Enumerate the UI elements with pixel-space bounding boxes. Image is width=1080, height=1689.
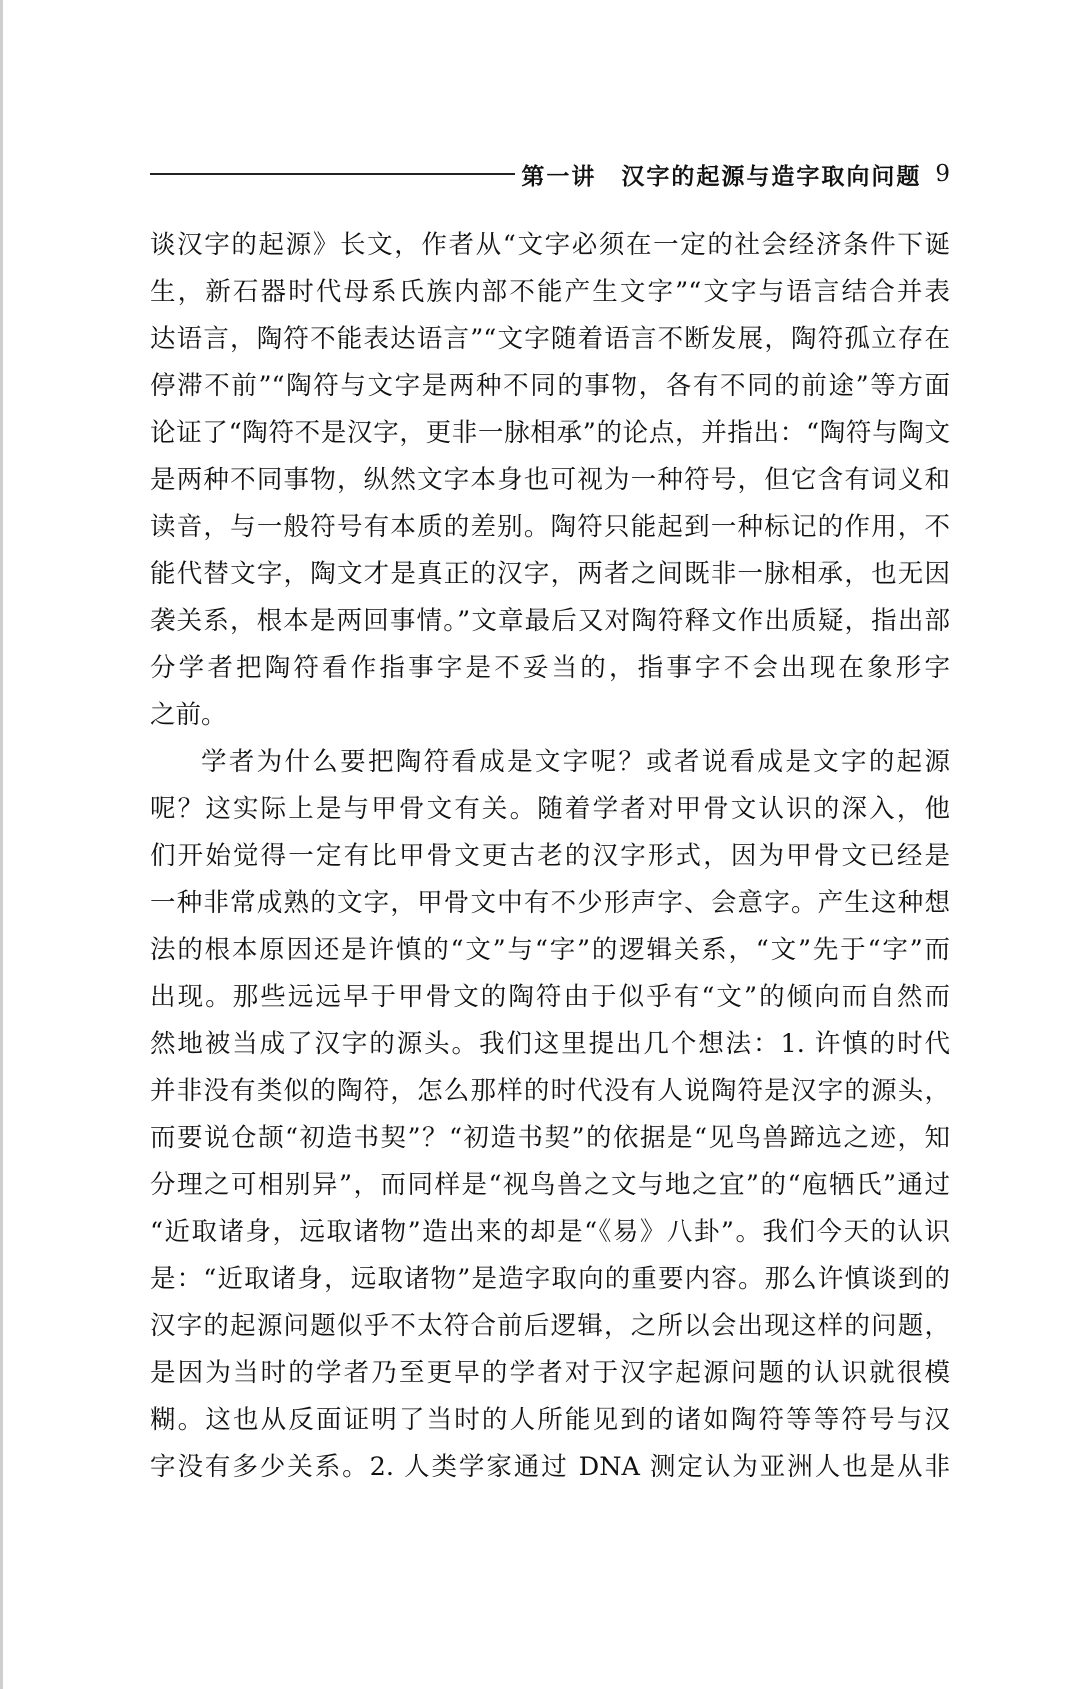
- body-text: [150, 222, 950, 1491]
- text-line: 学者为什么要把陶符看成是文字呢？或者说看成是文字的起源: [201, 747, 950, 777]
- text-line: 字没有多少关系。2. 人类学家通过 DNA 测定认为亚洲人也是从非: [150, 1452, 950, 1482]
- text-line: 并非没有类似的陶符，怎么那样的时代没有人说陶符是汉字的源头，: [150, 1076, 950, 1106]
- text-line: 生，新石器时代母系氏族内部不能产生文字”“文字与语言结合并表: [150, 277, 950, 307]
- text-line: 是：“近取诸身，远取诸物”是造字取向的重要内容。那么许慎谈到的: [150, 1264, 950, 1294]
- text-line: 法的根本原因还是许慎的“文”与“字”的逻辑关系，“文”先于“字”而: [150, 935, 950, 965]
- text-line: 谈汉字的起源》长文，作者从“文字必须在一定的社会经济条件下诞: [150, 230, 950, 260]
- paragraph: [150, 222, 950, 739]
- text-line: 汉字的起源问题似乎不太符合前后逻辑，之所以会出现这样的问题，: [150, 1311, 950, 1341]
- text-line: 而要说仓颉“初造书契”？“初造书契”的依据是“见鸟兽蹄迒之迹，知: [150, 1123, 950, 1153]
- text-line: 之前。: [150, 700, 227, 730]
- text-line: 是两种不同事物，纵然文字本身也可视为一种符号，但它含有词义和: [150, 465, 950, 495]
- text-line: 论证了“陶符不是汉字，更非一脉相承”的论点，并指出：“陶符与陶文: [150, 418, 950, 448]
- page-number: 9: [935, 161, 950, 187]
- header-rule: [150, 173, 515, 175]
- text-line: 是因为当时的学者乃至更早的学者对于汉字起源问题的认识就很模: [150, 1358, 950, 1388]
- text-line: 呢？这实际上是与甲骨文有关。随着学者对甲骨文认识的深入，他: [150, 794, 950, 824]
- paragraph: [150, 739, 950, 1491]
- text-line: 糊。这也从反面证明了当时的人所能见到的诸如陶符等等符号与汉: [150, 1405, 950, 1435]
- text-line: 然地被当成了汉字的源头。我们这里提出几个想法：1. 许慎的时代: [150, 1029, 950, 1059]
- text-line: “近取诸身，远取诸物”造出来的却是“《易》八卦”。我们今天的认识: [150, 1217, 950, 1247]
- text-line: 达语言，陶符不能表达语言”“文字随着语言不断发展，陶符孤立存在: [150, 324, 950, 354]
- text-line: 停滞不前”“陶符与文字是两种不同的事物，各有不同的前途”等方面: [150, 371, 950, 401]
- text-line: 能代替文字，陶文才是真正的汉字，两者之间既非一脉相承，也无因: [150, 559, 950, 589]
- running-header: [150, 158, 950, 190]
- chapter-title: 第一讲 汉字的起源与造字取向问题: [521, 162, 922, 190]
- text-line: 们开始觉得一定有比甲骨文更古老的汉字形式，因为甲骨文已经是: [150, 841, 950, 871]
- text-line: 分理之可相别异”，而同样是“视鸟兽之文与地之宜”的“庖牺氏”通过: [150, 1170, 950, 1200]
- page-edge-shadow: [0, 0, 3, 1689]
- text-line: 一种非常成熟的文字，甲骨文中有不少形声字、会意字。产生这种想: [150, 888, 950, 918]
- text-line: 读音，与一般符号有本质的差别。陶符只能起到一种标记的作用，不: [150, 512, 950, 542]
- text-line: 袭关系，根本是两回事情。”文章最后又对陶符释文作出质疑，指出部: [150, 606, 950, 636]
- text-line: 分学者把陶符看作指事字是不妥当的，指事字不会出现在象形字: [150, 653, 950, 683]
- text-line: 出现。那些远远早于甲骨文的陶符由于似乎有“文”的倾向而自然而: [150, 982, 950, 1012]
